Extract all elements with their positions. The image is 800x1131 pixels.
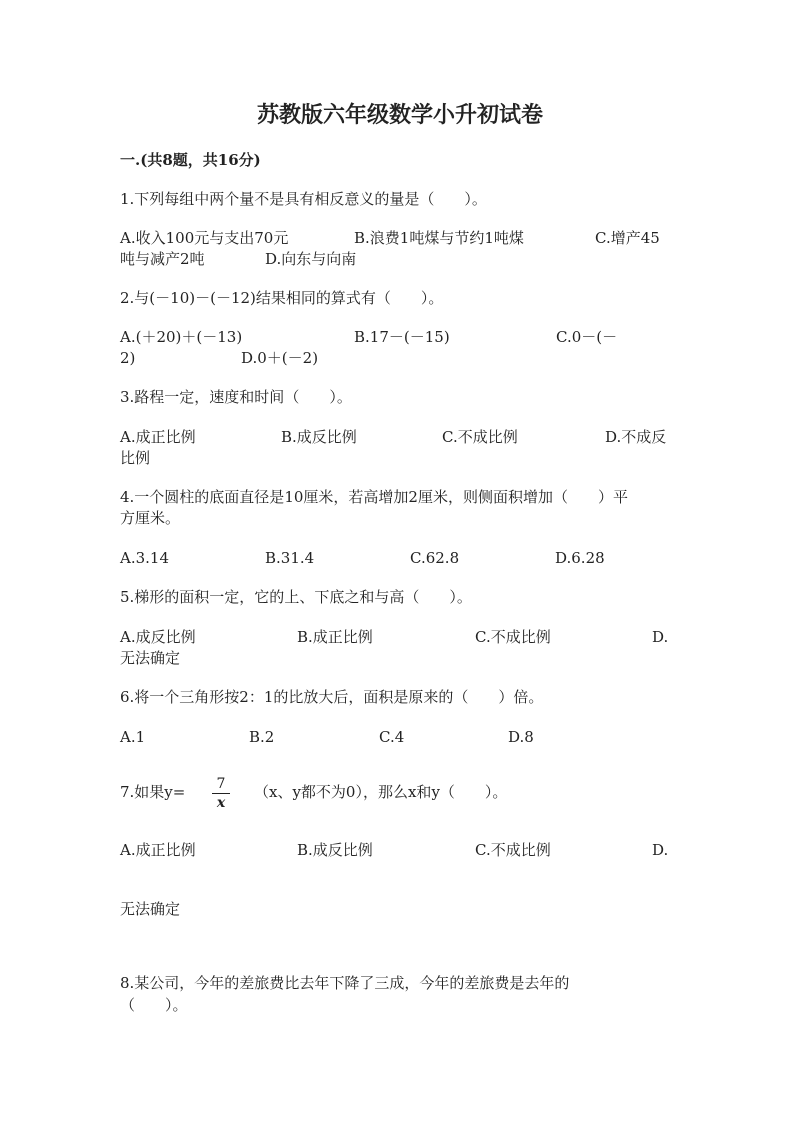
question-5-option-c: C.不成比例 (475, 628, 551, 646)
question-7-option-d-cont: 无法确定 (120, 900, 181, 918)
question-2-option-c: C.0－(－ (556, 328, 618, 346)
page-title: 苏教版六年级数学小升初试卷 (256, 102, 543, 128)
question-6-option-d: D.8 (508, 728, 534, 746)
question-5-option-b: B.成正比例 (297, 628, 373, 646)
question-5-option-a: A.成反比例 (120, 628, 196, 646)
question-1-option-a: A.收入100元与支出70元 (120, 229, 289, 247)
question-4-option-c: C.62.8 (410, 549, 460, 567)
question-4-option-a: A.3.14 (120, 549, 169, 567)
question-3-stem: 3.路程一定，速度和时间（ ）。 (120, 388, 352, 406)
question-1-option-c-cont: 吨与减产2吨 (120, 250, 205, 268)
question-4-stem-cont: 方厘米。 (120, 509, 181, 527)
fraction-7-over-x (212, 776, 230, 811)
section-heading: 一.(共8题，共16分) (120, 151, 261, 169)
question-6-option-c: C.4 (379, 728, 405, 746)
question-6-option-a: A.1 (120, 728, 146, 746)
fraction-numerator: 7 (216, 776, 226, 792)
question-1-option-b: B.浪费1吨煤与节约1吨煤 (354, 229, 524, 247)
question-3-option-d-cont: 比例 (120, 449, 151, 467)
question-5-option-d-cont: 无法确定 (120, 649, 181, 667)
question-1-option-c: C.增产45 (595, 229, 660, 247)
question-2-option-d: D.0＋(－2) (241, 349, 319, 367)
question-2-option-a: A.(＋20)＋(－13) (120, 328, 243, 346)
question-6-option-b: B.2 (249, 728, 275, 746)
fraction-bar (212, 793, 230, 794)
question-5-stem: 5.梯形的面积一定，它的上、下底之和与高（ ）。 (120, 588, 472, 606)
question-1-option-d: D.向东与向南 (265, 250, 357, 268)
question-3-option-d: D.不成反 (605, 428, 667, 446)
question-4-option-b: B.31.4 (265, 549, 315, 567)
question-5-option-d: D. (652, 628, 669, 646)
question-2-option-c-cont: 2) (120, 349, 136, 367)
question-4-stem: 4.一个圆柱的底面直径是10厘米，若高增加2厘米，则侧面积增加（ ）平 (120, 488, 628, 506)
question-7-option-a: A.成正比例 (120, 841, 196, 859)
question-3-option-b: B.成反比例 (281, 428, 357, 446)
question-3-option-a: A.成正比例 (120, 428, 196, 446)
question-1-stem: 1.下列每组中两个量不是具有相反意义的量是（ ）。 (120, 190, 487, 208)
question-8-stem-cont: （ ）。 (120, 996, 188, 1014)
question-3-option-c: C.不成比例 (442, 428, 518, 446)
question-8-stem: 8.某公司，今年的差旅费比去年下降了三成，今年的差旅费是去年的 (120, 974, 570, 992)
question-6-stem: 6.将一个三角形按2：1的比放大后，面积是原来的（ ）倍。 (120, 688, 544, 706)
question-7-option-b: B.成反比例 (297, 841, 373, 859)
question-4-option-d: D.6.28 (555, 549, 605, 567)
fraction-denominator: x (216, 795, 226, 811)
question-7-option-c: C.不成比例 (475, 841, 551, 859)
question-7-stem-start: 7.如果y= (120, 783, 186, 801)
question-7-option-d: D. (652, 841, 669, 859)
question-7-stem-end: （x、y都不为0），那么x和y（ ）。 (254, 783, 508, 801)
question-2-option-b: B.17－(－15) (354, 328, 450, 346)
question-2-stem: 2.与(－10)－(－12)结果相同的算式有（ ）。 (120, 289, 444, 307)
